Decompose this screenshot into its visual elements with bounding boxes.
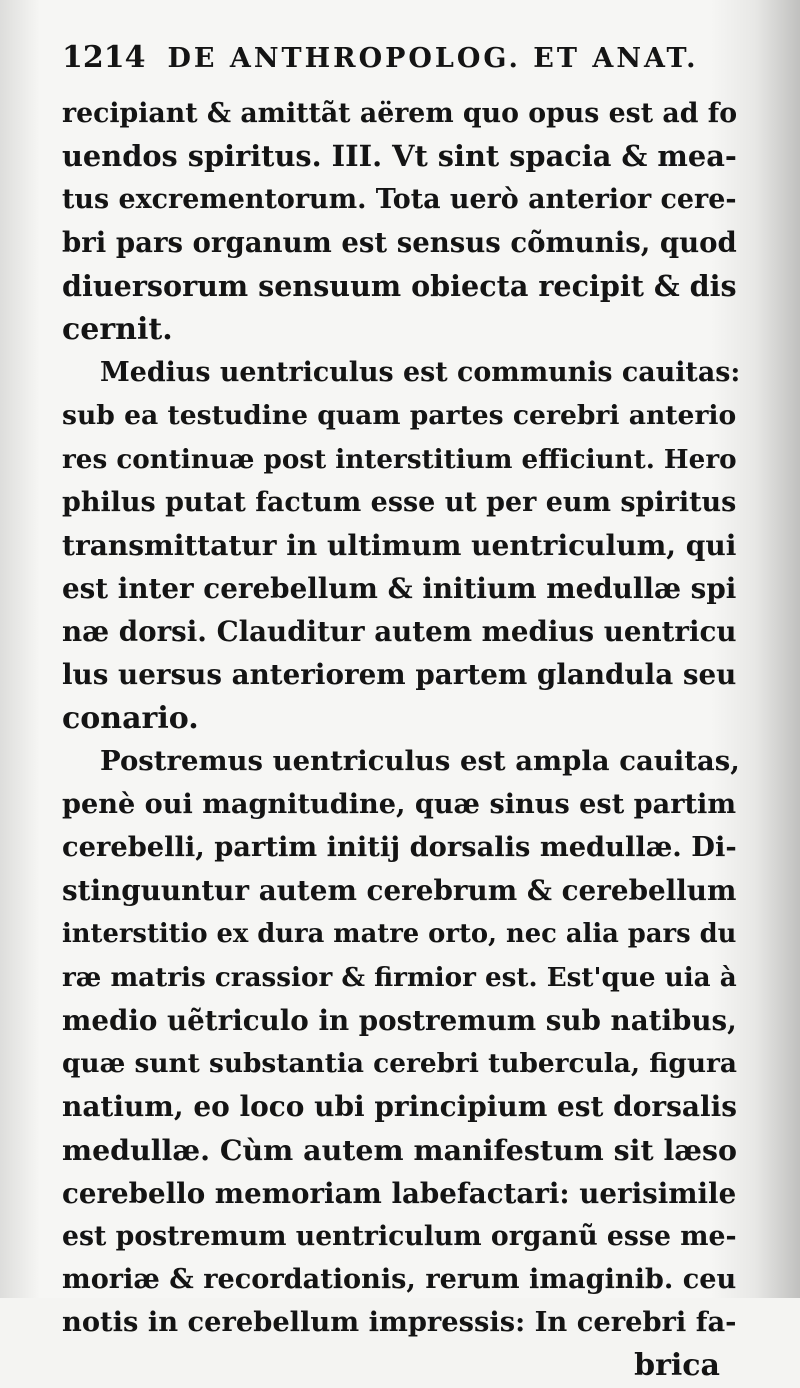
text-line: Postremus uentriculus est ampla cauitas, — [100, 744, 740, 777]
text-line: cerebello memoriam labefactari: uerisimile — [62, 1176, 737, 1210]
text-line: quæ sunt substantia cerebri tubercula, figura — [62, 1048, 737, 1080]
text-line: medullæ. Cùm autem manifestum sit læso — [62, 1132, 737, 1167]
text-line: stinguuntur autem cerebrum & cerebellum — [62, 874, 737, 908]
text-line: lus uersus anteriorem partem glandula seu — [62, 658, 737, 692]
text-line: sub ea testudine quam partes cerebri anterio — [62, 400, 737, 432]
catchword: brica — [634, 1348, 720, 1384]
running-head — [62, 40, 742, 88]
text-line: philus putat factum esse ut per eum spiritus — [62, 486, 737, 518]
text-line: ræ matris crassior & firmior est. Est'que uia à — [62, 961, 737, 993]
text-line: tus excrementorum. Tota uerò anterior cere- — [62, 184, 737, 216]
text-line: recipiant & amittãt aërem quo opus est ad fo — [62, 98, 738, 129]
text-line: næ dorsi. Clauditur autem medius uentricu — [62, 615, 737, 649]
text-line: natium, eo loco ubi principium est dorsalis — [62, 1090, 737, 1124]
text-line: est inter cerebellum & initium medullæ spi — [62, 572, 737, 606]
text-line: res continuæ post interstitium efficiunt. Hero — [62, 443, 737, 475]
text-line: diuersorum sensuum obiecta recipit & dis — [62, 268, 737, 303]
body-text — [62, 92, 741, 1388]
text-line: bri pars organum est sensus cõmunis, quod — [62, 226, 737, 259]
text-line: Medius uentriculus est communis cauitas: — [100, 357, 741, 389]
text-line: uendos spiritus. III. Vt sint spacia & mea- — [62, 139, 737, 174]
text-line: medio uẽtriculo in postremum sub natibus, — [62, 1003, 737, 1037]
running-title: DE ANTHROPOLOG. ET ANAT. — [167, 43, 699, 74]
text-line: cernit. — [62, 311, 173, 347]
text-line: est postremum uentriculum organũ esse me- — [62, 1220, 737, 1252]
text-line: penè oui magnitudine, quæ sinus est partim — [62, 789, 737, 820]
text-line: notis in cerebellum impressis: In cerebri fa- — [62, 1306, 737, 1339]
text-line: cerebelli, partim initij dorsalis medullæ. Di- — [62, 831, 737, 864]
text-line: conario. — [62, 700, 199, 736]
text-line: moriæ & recordationis, rerum imaginib. ceu — [62, 1264, 737, 1296]
text-line: interstitio ex dura matre orto, nec alia pars du — [62, 918, 737, 949]
text-line: transmittatur in ultimum uentriculum, qui — [62, 528, 737, 562]
page-number: 1214 — [62, 40, 146, 75]
